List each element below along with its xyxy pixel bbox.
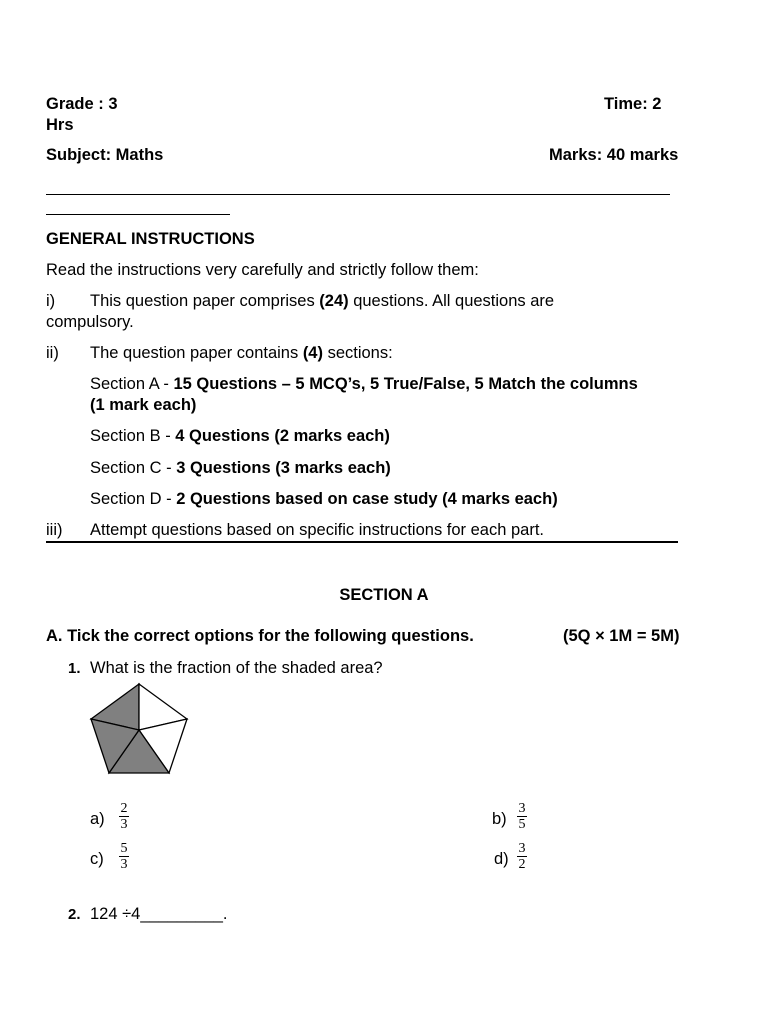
- instructions-heading: GENERAL INSTRUCTIONS: [46, 230, 255, 248]
- instruction-item-2: The question paper contains (4) sections:: [90, 344, 393, 362]
- option-c-label[interactable]: c): [90, 850, 104, 868]
- grade-label: Grade : 3: [46, 95, 118, 113]
- subject-label: Subject: Maths: [46, 146, 164, 164]
- option-b-denominator: 5: [518, 817, 526, 832]
- question-1-number: 1.: [68, 660, 81, 677]
- option-a-fraction[interactable]: [119, 801, 129, 832]
- option-b-fraction[interactable]: [517, 801, 527, 832]
- instruction-item-1: This question paper comprises (24) questions. All questions are: [90, 292, 555, 310]
- pentagon-figure: [88, 682, 192, 776]
- section-c-info: Section C - 3 Questions (3 marks each): [90, 459, 391, 477]
- option-d-label[interactable]: d): [494, 850, 509, 868]
- section-a-info: Section A - 15 Questions – 5 MCQ’s, 5 True/False, 5 Match the columns: [90, 375, 638, 393]
- instruction-num-3: iii): [46, 521, 63, 539]
- instructions-underline: [46, 541, 678, 543]
- section-b-info: Section B - 4 Questions (2 marks each): [90, 427, 390, 445]
- option-a-numerator: 2: [120, 801, 128, 816]
- option-c-denominator: 3: [120, 857, 128, 872]
- instruction-item-3: Attempt questions based on specific instructions for each part.: [90, 521, 544, 539]
- section-d-info: Section D - 2 Questions based on case study (4 marks each): [90, 490, 558, 508]
- part-a-instruction: A. Tick the correct options for the following questions.: [46, 627, 474, 645]
- option-b-numerator: 3: [518, 801, 526, 816]
- part-a-marks: (5Q × 1M = 5M): [563, 627, 680, 645]
- option-d-denominator: 2: [518, 857, 526, 872]
- option-d-fraction[interactable]: [517, 841, 527, 872]
- header-divider: [46, 194, 670, 195]
- instruction-item-1-cont: compulsory.: [46, 313, 134, 331]
- marks-label: Marks: 40 marks: [549, 146, 679, 164]
- instructions-intro: Read the instructions very carefully and strictly follow them:: [46, 261, 479, 279]
- time-unit-label: Hrs: [46, 116, 74, 134]
- option-c-numerator: 5: [120, 841, 128, 856]
- option-b-label[interactable]: b): [492, 810, 507, 828]
- section-a-title: SECTION A: [339, 586, 429, 604]
- header-divider-short: [46, 214, 230, 215]
- instruction-num-2: ii): [46, 344, 59, 362]
- option-c-fraction[interactable]: [119, 841, 129, 872]
- instruction-num-1: i): [46, 292, 56, 310]
- section-a-info-cont: (1 mark each): [90, 396, 197, 414]
- time-label: Time: 2: [604, 95, 662, 113]
- question-2-text: 124 ÷4_________.: [90, 905, 228, 923]
- option-d-numerator: 3: [518, 841, 526, 856]
- question-2-number: 2.: [68, 906, 81, 923]
- option-a-label[interactable]: a): [90, 810, 105, 828]
- question-1-text: What is the fraction of the shaded area?: [90, 659, 383, 677]
- option-a-denominator: 3: [120, 817, 128, 832]
